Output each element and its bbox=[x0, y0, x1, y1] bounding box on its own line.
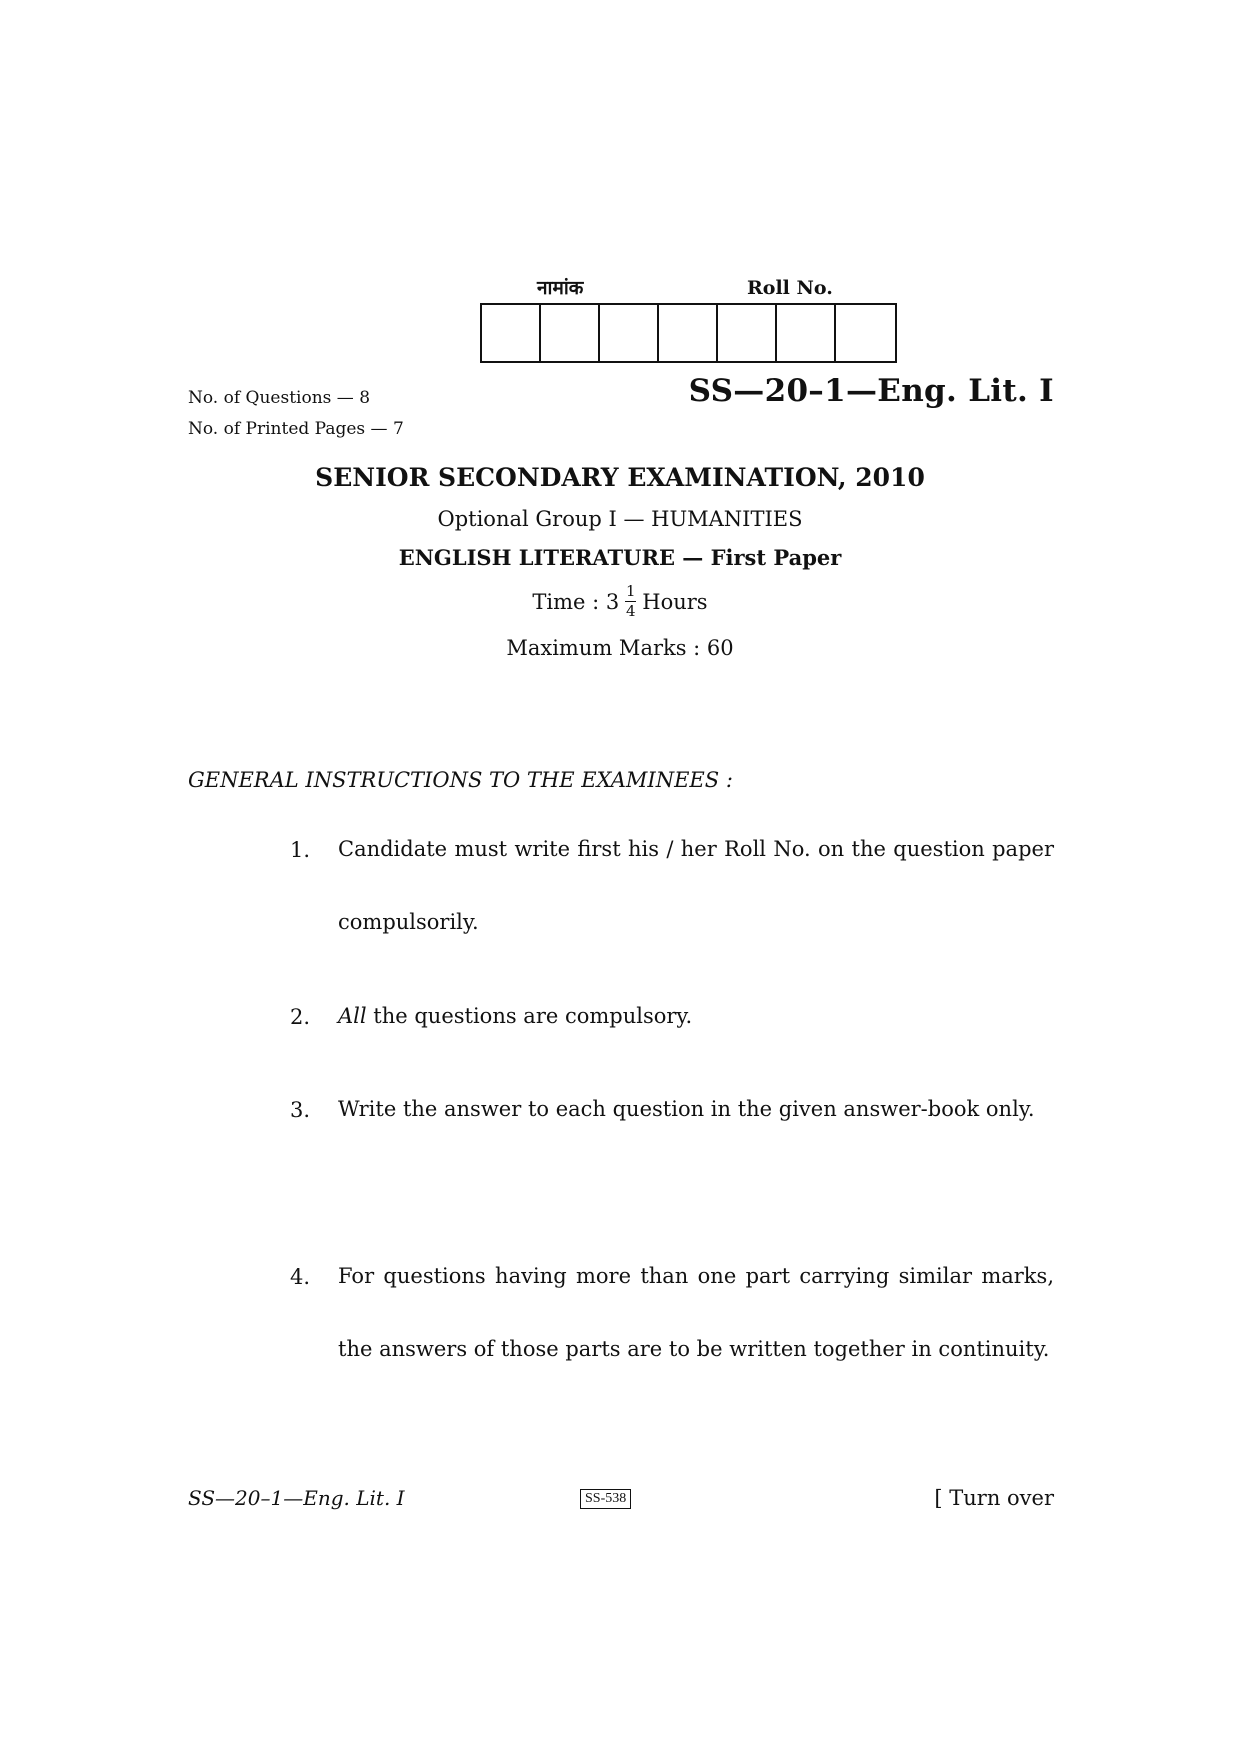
exam-title: SENIOR SECONDARY EXAMINATION, 2010 bbox=[315, 463, 925, 492]
roll-box bbox=[541, 305, 600, 361]
instruction-number: 2. bbox=[290, 1005, 311, 1029]
time-fraction bbox=[625, 584, 636, 619]
instruction-number: 4. bbox=[290, 1265, 311, 1289]
roll-number-boxes bbox=[480, 303, 897, 363]
roll-label-hindi: नामांक bbox=[537, 277, 584, 299]
instructions-heading: GENERAL INSTRUCTIONS TO THE EXAMINEES : bbox=[188, 768, 733, 792]
footer-paper-code: SS—20–1—Eng. Lit. I bbox=[188, 1486, 405, 1510]
instruction-text: Write the answer to each question in the given answer-book only. bbox=[338, 1097, 1035, 1121]
fraction-numerator: 1 bbox=[626, 582, 636, 600]
time-prefix: Time : 3 bbox=[532, 589, 620, 614]
exam-group: Optional Group I — HUMANITIES bbox=[437, 507, 803, 531]
num-questions: No. of Questions — 8 bbox=[188, 388, 371, 408]
paper-code: SS—20–1—Eng. Lit. I bbox=[688, 373, 1054, 409]
num-pages: No. of Printed Pages — 7 bbox=[188, 419, 404, 439]
roll-box bbox=[718, 305, 777, 361]
exam-subject: ENGLISH LITERATURE — First Paper bbox=[398, 545, 842, 570]
exam-time bbox=[0, 584, 1240, 619]
roll-label-english: Roll No. bbox=[747, 277, 833, 299]
roll-box bbox=[659, 305, 718, 361]
instruction-number: 3. bbox=[290, 1098, 311, 1122]
instruction-emphasis: All bbox=[338, 1004, 367, 1028]
max-marks: Maximum Marks : 60 bbox=[506, 636, 734, 660]
roll-box bbox=[777, 305, 836, 361]
instruction-text: Candidate must write first his / her Roll No. on the question paper compulsorily. bbox=[338, 837, 1054, 934]
time-suffix: Hours bbox=[642, 589, 708, 614]
instruction-text-rest: the questions are compulsory. bbox=[366, 1004, 693, 1028]
roll-box bbox=[482, 305, 541, 361]
instruction-text: For questions having more than one part carrying similar marks, the answers of those parts are to be written together in continuity. bbox=[338, 1264, 1054, 1361]
instruction-text bbox=[338, 980, 1054, 1053]
fraction-denominator: 4 bbox=[626, 602, 636, 620]
roll-box bbox=[836, 305, 895, 361]
instruction-number: 1. bbox=[290, 838, 311, 862]
turn-over: [ Turn over bbox=[934, 1486, 1054, 1510]
footer-badge: SS-538 bbox=[580, 1489, 631, 1509]
roll-box bbox=[600, 305, 659, 361]
